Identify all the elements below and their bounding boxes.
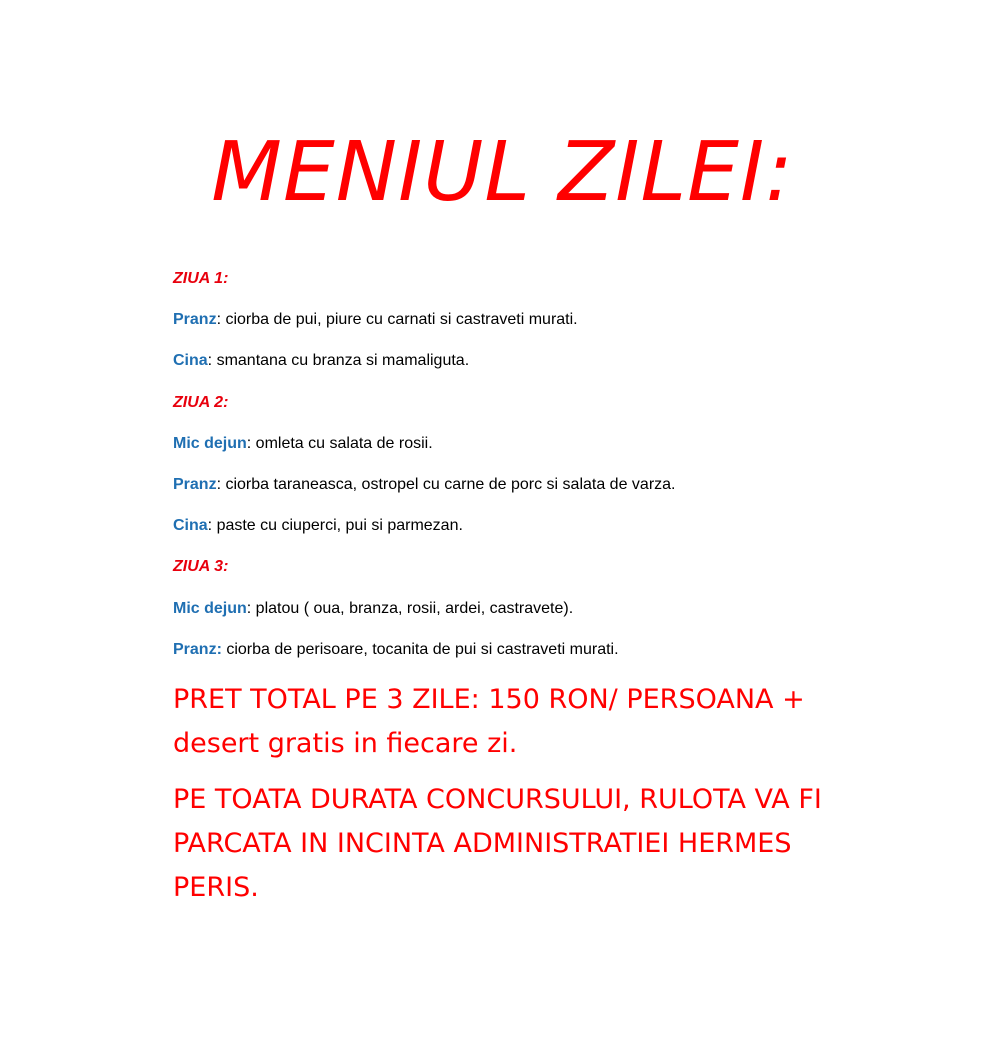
meal-label: Mic dejun (173, 434, 247, 452)
meal-label: Cina (173, 352, 208, 370)
day-heading-text: ZIUA 1: (173, 270, 229, 287)
meal-description: : platou ( oua, branza, rosii, ardei, castravete). (246, 599, 574, 617)
day-heading (173, 553, 873, 594)
meal-item (173, 347, 873, 388)
meal-description: ciorba de perisoare, tocanita de pui si castraveti murati. (221, 640, 619, 658)
meal-item (173, 512, 873, 553)
meal-label: Cina (173, 517, 208, 535)
meal-description: : smantana cu branza si mamaliguta. (207, 352, 470, 370)
meal-description: : paste cu ciuperci, pui si parmezan. (207, 517, 463, 535)
meal-item (173, 471, 873, 512)
meal-item (173, 636, 873, 677)
day-heading (173, 389, 873, 430)
meal-description: : ciorba taraneasca, ostropel cu carne de porc si salata de varza. (216, 475, 676, 493)
menu-list (173, 265, 873, 677)
day-heading-text: ZIUA 3: (173, 558, 229, 576)
meal-item (173, 306, 873, 347)
meal-description: : omleta cu salata de rosii. (246, 434, 433, 452)
meal-label: Pranz: (173, 640, 222, 658)
meal-item (173, 595, 873, 636)
parking-note: PE TOATA DURATA CONCURSULUI, RULOTA VA FI PARCATA IN INCINTA ADMINISTRATIEI HERMES PERIS. (173, 784, 822, 903)
day-heading (173, 265, 873, 306)
day-heading-text: ZIUA 2: (173, 393, 229, 411)
meal-description: : ciorba de pui, piure cu carnati si castraveti murati. (216, 311, 578, 329)
meal-label: Pranz (173, 475, 217, 493)
meal-label: Pranz (173, 311, 217, 329)
meal-label: Mic dejun (173, 599, 247, 617)
meal-item (173, 430, 873, 471)
page-title: MENIUL ZILEI: (211, 125, 794, 220)
notes-section (173, 678, 873, 922)
price-note: PRET TOTAL PE 3 ZILE: 150 RON/ PERSOANA + desert gratis in fiecare zi. (173, 684, 805, 759)
